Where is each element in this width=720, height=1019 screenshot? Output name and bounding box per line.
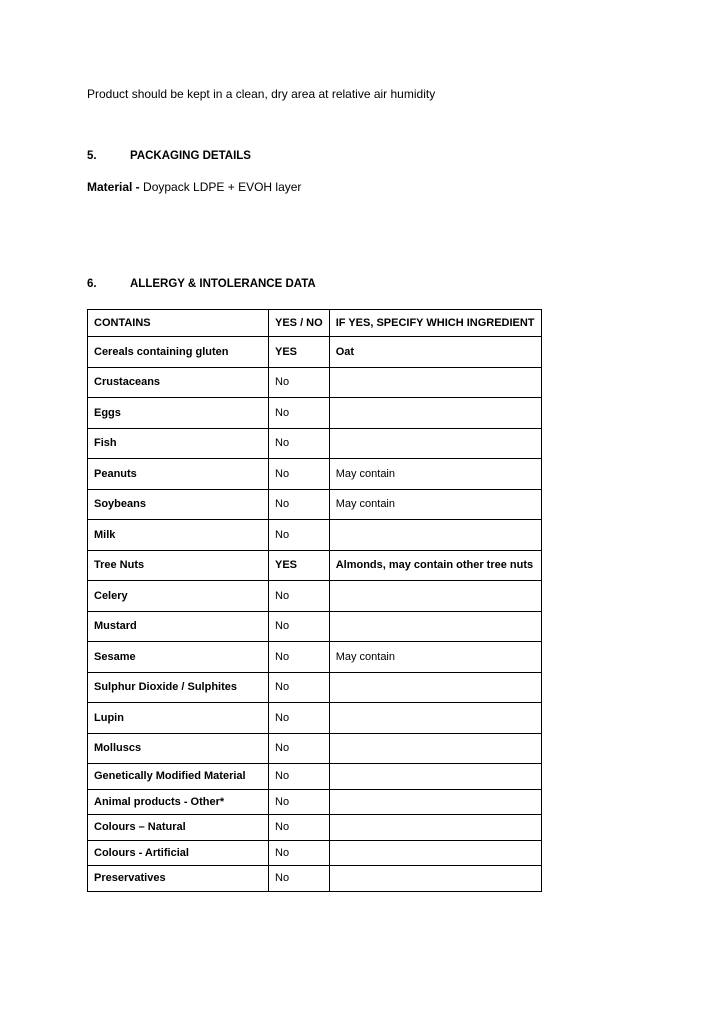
ingredient-cell (329, 815, 541, 841)
allergen-cell: Colours – Natural (88, 815, 269, 841)
ingredient-cell (329, 764, 541, 790)
allergen-cell: Crustaceans (88, 367, 269, 398)
allergen-cell: Sesame (88, 642, 269, 673)
ingredient-cell (329, 398, 541, 429)
section-5-title: PACKAGING DETAILS (130, 150, 251, 162)
ingredient-cell (329, 367, 541, 398)
ingredient-cell (329, 581, 541, 612)
section-5-number: 5. (87, 150, 97, 162)
yes-no-cell: No (269, 789, 330, 815)
yes-no-cell: No (269, 642, 330, 673)
yes-no-cell: No (269, 703, 330, 734)
allergen-cell: Cereals containing gluten (88, 337, 269, 368)
ingredient-cell (329, 611, 541, 642)
ingredient-cell: May contain (329, 459, 541, 490)
yes-no-cell: No (269, 840, 330, 866)
ingredient-cell: May contain (329, 489, 541, 520)
table-row (88, 789, 542, 815)
table-row (88, 489, 542, 520)
ingredient-cell (329, 866, 541, 892)
yes-no-cell: No (269, 428, 330, 459)
table-row (88, 337, 542, 368)
allergen-cell: Tree Nuts (88, 550, 269, 581)
ingredient-cell (329, 733, 541, 764)
table-row (88, 520, 542, 551)
material-value: Doypack LDPE + EVOH layer (139, 180, 302, 194)
yes-no-cell: No (269, 459, 330, 490)
ingredient-cell (329, 520, 541, 551)
table-row (88, 703, 542, 734)
table-row (88, 611, 542, 642)
yes-no-cell: No (269, 672, 330, 703)
section-6-number: 6. (87, 278, 97, 290)
storage-note: Product should be kept in a clean, dry area at relative air humidity (87, 87, 436, 101)
yes-no-cell: No (269, 733, 330, 764)
material-line (87, 180, 301, 194)
allergen-cell: Eggs (88, 398, 269, 429)
table-row (88, 642, 542, 673)
table-row (88, 815, 542, 841)
ingredient-cell (329, 428, 541, 459)
table-row (88, 367, 542, 398)
header-contains: CONTAINS (88, 310, 269, 337)
allergen-cell: Peanuts (88, 459, 269, 490)
yes-no-cell: No (269, 367, 330, 398)
ingredient-cell: Oat (329, 337, 541, 368)
ingredient-cell: Almonds, may contain other tree nuts (329, 550, 541, 581)
allergen-cell: Fish (88, 428, 269, 459)
yes-no-cell: No (269, 764, 330, 790)
header-ingredient: IF YES, SPECIFY WHICH INGREDIENT (329, 310, 541, 337)
material-label: Material - (87, 180, 140, 194)
allergen-cell: Genetically Modified Material (88, 764, 269, 790)
allergen-cell: Lupin (88, 703, 269, 734)
allergen-cell: Preservatives (88, 866, 269, 892)
allergen-cell: Colours - Artificial (88, 840, 269, 866)
yes-no-cell: No (269, 815, 330, 841)
allergen-cell: Animal products - Other* (88, 789, 269, 815)
yes-no-cell: No (269, 520, 330, 551)
allergen-cell: Molluscs (88, 733, 269, 764)
yes-no-cell: No (269, 489, 330, 520)
yes-no-cell: No (269, 611, 330, 642)
section-6-title: ALLERGY & INTOLERANCE DATA (130, 278, 316, 290)
table-row (88, 733, 542, 764)
yes-no-cell: No (269, 866, 330, 892)
ingredient-cell (329, 703, 541, 734)
table-row (88, 398, 542, 429)
ingredient-cell (329, 789, 541, 815)
allergen-cell: Mustard (88, 611, 269, 642)
table-row (88, 581, 542, 612)
table-row (88, 428, 542, 459)
yes-no-cell: YES (269, 337, 330, 368)
allergy-table (87, 309, 542, 892)
table-row (88, 550, 542, 581)
allergen-cell: Milk (88, 520, 269, 551)
yes-no-cell: YES (269, 550, 330, 581)
header-yes-no: YES / NO (269, 310, 330, 337)
yes-no-cell: No (269, 581, 330, 612)
yes-no-cell: No (269, 398, 330, 429)
ingredient-cell (329, 672, 541, 703)
ingredient-cell (329, 840, 541, 866)
allergen-cell: Soybeans (88, 489, 269, 520)
table-header-row (88, 310, 542, 337)
table-row (88, 459, 542, 490)
table-row (88, 764, 542, 790)
section-6-heading (87, 278, 316, 290)
table-row (88, 866, 542, 892)
allergen-cell: Sulphur Dioxide / Sulphites (88, 672, 269, 703)
section-5-heading (87, 150, 251, 162)
allergen-cell: Celery (88, 581, 269, 612)
table-row (88, 672, 542, 703)
ingredient-cell: May contain (329, 642, 541, 673)
table-row (88, 840, 542, 866)
